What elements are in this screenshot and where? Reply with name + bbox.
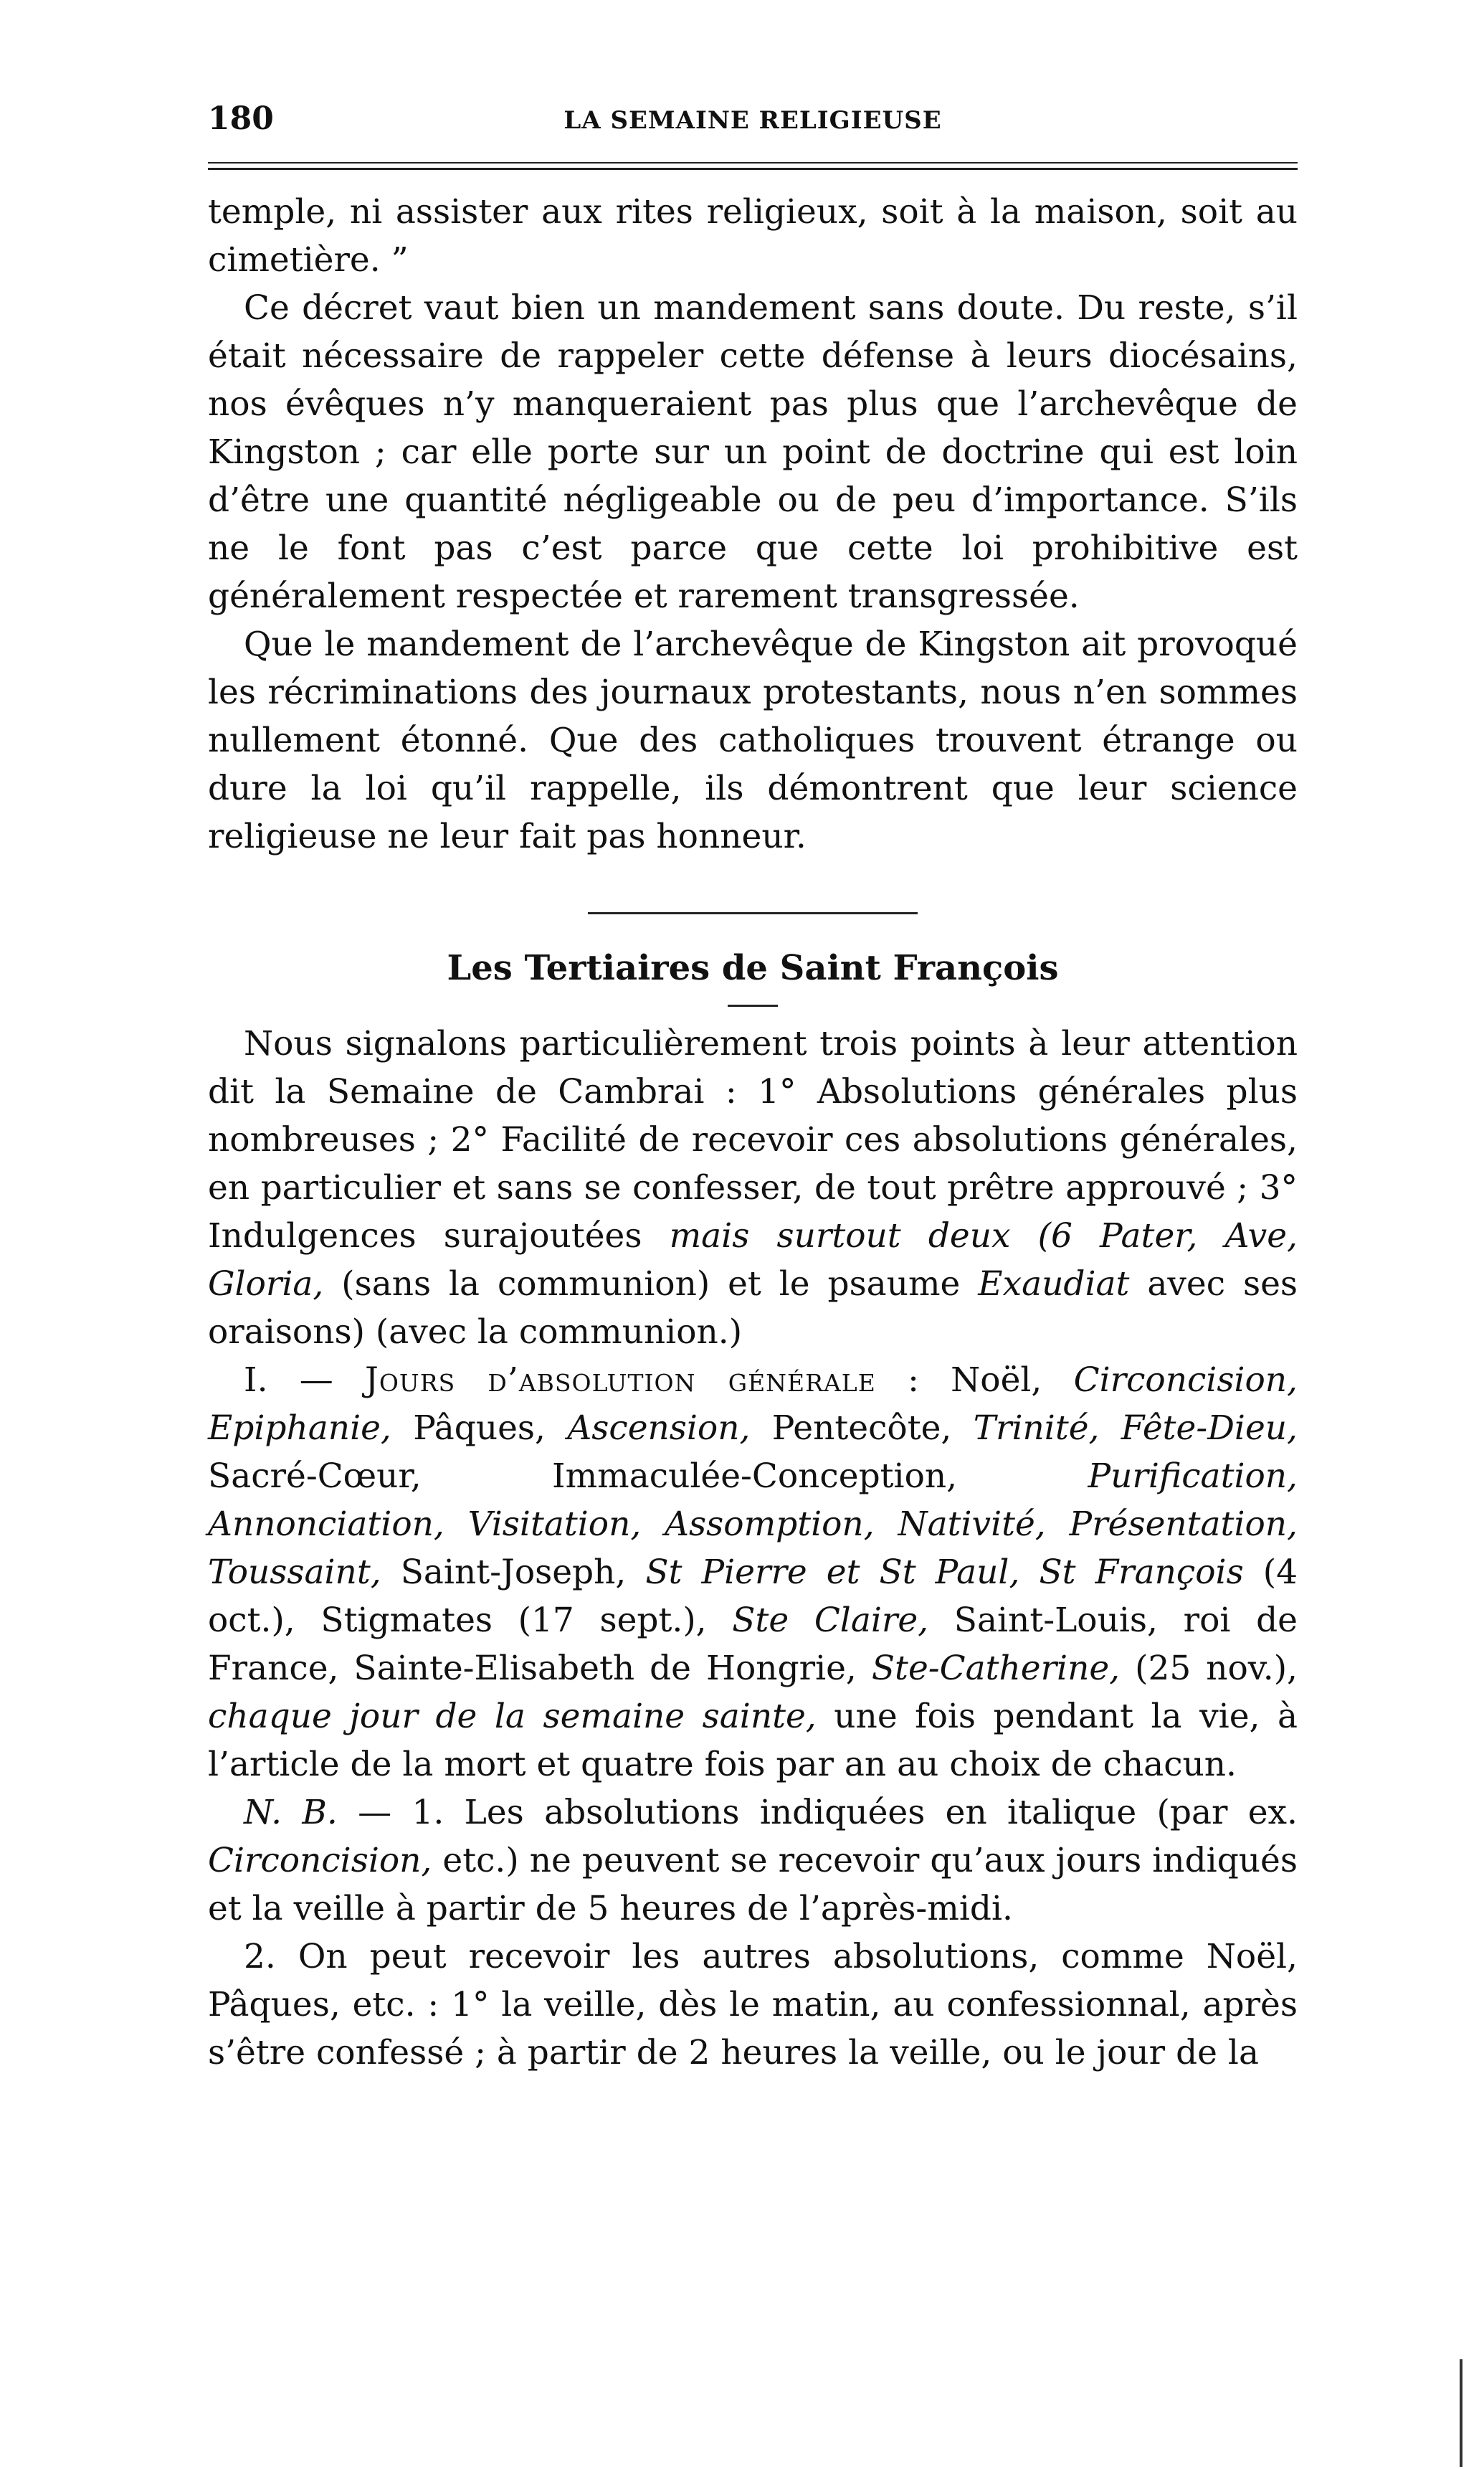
- paragraph-mandement: Que le mandement de l’archevêque de Kingston ait provoqué les récriminations des journaux protestants, nous n’en sommes nullement étonné. Que des catholiques trouvent étrange ou dure la loi qu’il rappelle, ils démontrent que leur science religieuse ne leur fait pas honneur.: [208, 625, 1298, 856]
- text-run: Pentecôte,: [750, 1408, 974, 1448]
- italic-run: Purification, Annonciation, Visitation, Assomption, Nativité, Présentation, Toussaint,: [208, 1456, 1298, 1592]
- text-run: Saint-Louis, roi de France, Sainte-Elisabeth de Hongrie,: [208, 1601, 1298, 1688]
- running-head: LA SEMAINE RELIGIEUSE: [563, 106, 942, 135]
- text-run: Nous signalons particulièrement trois points à leur attention dit la Semaine de Cambrai : 1° Absolutions générales plus nombreuses ; 2° Facilité de recevoir ces absolutions générales, en particulier et sans se confesser, de tout prêtre approuvé ; 3° Indulgences surajoutées: [208, 1024, 1298, 1256]
- paragraph-continuation: temple, ni assister aux rites religieux, soit à la maison, soit au cimetière. ”: [208, 192, 1298, 280]
- text-run: : Noël,: [875, 1360, 1074, 1400]
- section-title: Les Tertiaires de Saint François: [447, 948, 1059, 988]
- page-header: [208, 100, 1298, 151]
- text-run: Sacré-Cœur, Immaculée-Conception,: [208, 1456, 1088, 1496]
- italic-run: Trinité, Fête-Dieu,: [973, 1408, 1298, 1448]
- margin-mark: [1460, 2359, 1462, 2467]
- paragraph-jours-absolution: [208, 1356, 1298, 1788]
- italic-run: Ste Claire,: [732, 1601, 929, 1640]
- paragraph-decree: Ce décret vaut bien un mandement sans doute. Du reste, s’il était nécessaire de rappeler cette défense à leurs diocésains, nos évêques n’y manqueraient pas plus que l’archevêque de Kingston ; car elle porte sur un point de doctrine qui est loin d’être une quantité négligeable ou de peu d’importance. S’ils ne le font pas c’est parce que cette loi prohibitive est généralement respectée et rarement transgressée.: [208, 288, 1298, 616]
- page-number: 180: [208, 100, 274, 137]
- italic-run: St Pierre et St Paul, St François: [645, 1553, 1244, 1592]
- italic-run: Exaudiat: [978, 1264, 1130, 1304]
- italic-run: Circoncision,: [208, 1841, 432, 1880]
- text-run: avec ses oraisons) (avec la communion.): [208, 1264, 1298, 1352]
- italic-run: Ascension,: [567, 1408, 751, 1448]
- header-rule: [208, 162, 1298, 170]
- text-run: Saint-Joseph,: [381, 1553, 646, 1592]
- text-run: — 1. Les absolutions indiquées en italique (par ex.: [337, 1793, 1298, 1832]
- text-run: une fois pendant la vie, à l’article de la mort et quatre fois par an au choix de chacun.: [208, 1697, 1298, 1784]
- paragraph-tertiaires: [208, 1020, 1298, 1356]
- section-separator: [588, 912, 918, 914]
- italic-run: mais surtout deux (6 Pater, Ave, Gloria,: [208, 1216, 1298, 1304]
- italic-run: Circoncision, Epiphanie,: [208, 1360, 1298, 1448]
- paragraph-autres-absolutions: 2. On peut recevoir les autres absolutions, comme Noël, Pâques, etc. : 1° la veille, dès le matin, au confessionnal, après s’être confessé ; à partir de 2 heures la veille, ou le jour de la: [208, 1937, 1298, 2072]
- italic-run: Ste-Catherine,: [871, 1649, 1121, 1688]
- text-run: I. —: [244, 1360, 366, 1400]
- small-caps-heading: Jours d’absolution générale: [365, 1360, 876, 1400]
- paragraph-nota-bene: [208, 1788, 1298, 1933]
- text-run: Pâques,: [391, 1408, 568, 1448]
- book-page: [208, 100, 1298, 2077]
- nota-bene-label: N. B.: [244, 1793, 338, 1832]
- italic-run: chaque jour de la semaine sainte,: [208, 1697, 817, 1736]
- text-run: (25 nov.),: [1120, 1649, 1298, 1688]
- text-run: etc.) ne peuvent se recevoir qu’aux jours indiqués et la veille à partir de 5 heures de l’après-midi.: [208, 1841, 1298, 1928]
- text-run: (4 oct.), Stigmates (17 sept.),: [208, 1553, 1298, 1640]
- title-dash: [728, 1005, 778, 1007]
- body-text: [208, 188, 1298, 2077]
- text-run: (sans la communion) et le psaume: [323, 1264, 979, 1304]
